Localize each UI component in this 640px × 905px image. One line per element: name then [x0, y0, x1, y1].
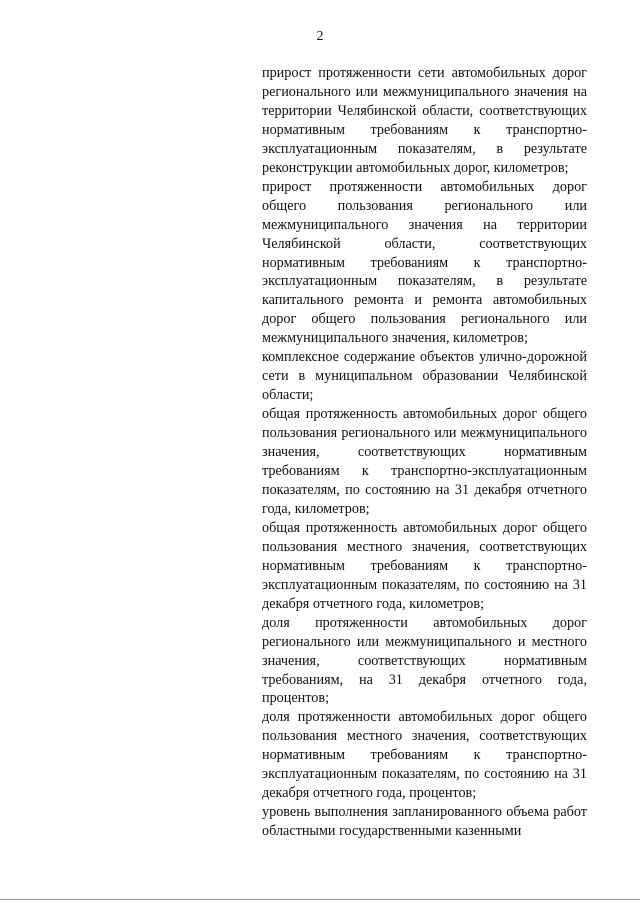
- indicator-item: доля протяженности автомобильных дорог регионального или межмуниципального и местного значения, соответствующих нормативным требованиям, на 31 декабря отчетного года, процентов;: [262, 614, 587, 707]
- indicator-item: уровень выполнения запланированного объема работ областными государственными казенными: [262, 804, 587, 840]
- indicator-item: прирост протяженности сети автомобильных дорог регионального или межмуниципального значения на территории Челябинской области, соответствующих нормативным требованиям к транспортно-эксплуатационным показателям, в результате реконструкции автомобильных дорог, километров;: [262, 65, 587, 176]
- indicator-item: доля протяженности автомобильных дорог общего пользования местного значения, соответствующих нормативным требованиям к транспортно-эксплуатационным показателям, по состоянию на 31 декабря отчетного года, процентов;: [262, 709, 587, 802]
- indicator-item: общая протяженность автомобильных дорог общего пользования регионального или межмуниципального значения, соответствующих нормативным требованиям к транспортно-эксплуатационным показателям, по состоянию на 31 декабря отчетного года, километров;: [262, 406, 587, 517]
- indicator-item: общая протяженность автомобильных дорог общего пользования местного значения, соответствующих нормативным требованиям к транспортно-эксплуатационным показателям, по состоянию на 31 декабря отчетного года, километров;: [262, 519, 587, 612]
- page-number: 2: [316, 29, 324, 44]
- indicator-item: прирост протяженности автомобильных дорог общего пользования регионального или межмуниципального значения на территории Челябинской области, соответствующих нормативным требованиям к транспортно-эксплуатационным показателям, в результате капитального ремонта и ремонта автомобильных дорог общего пользования регионального или межмуниципального значения, километров;: [262, 178, 587, 347]
- indicator-item: комплексное содержание объектов улично-дорожной сети в муниципальном образовании Челябинской области;: [262, 349, 587, 404]
- page-bottom-divider: [0, 899, 640, 900]
- document-body: [262, 64, 587, 841]
